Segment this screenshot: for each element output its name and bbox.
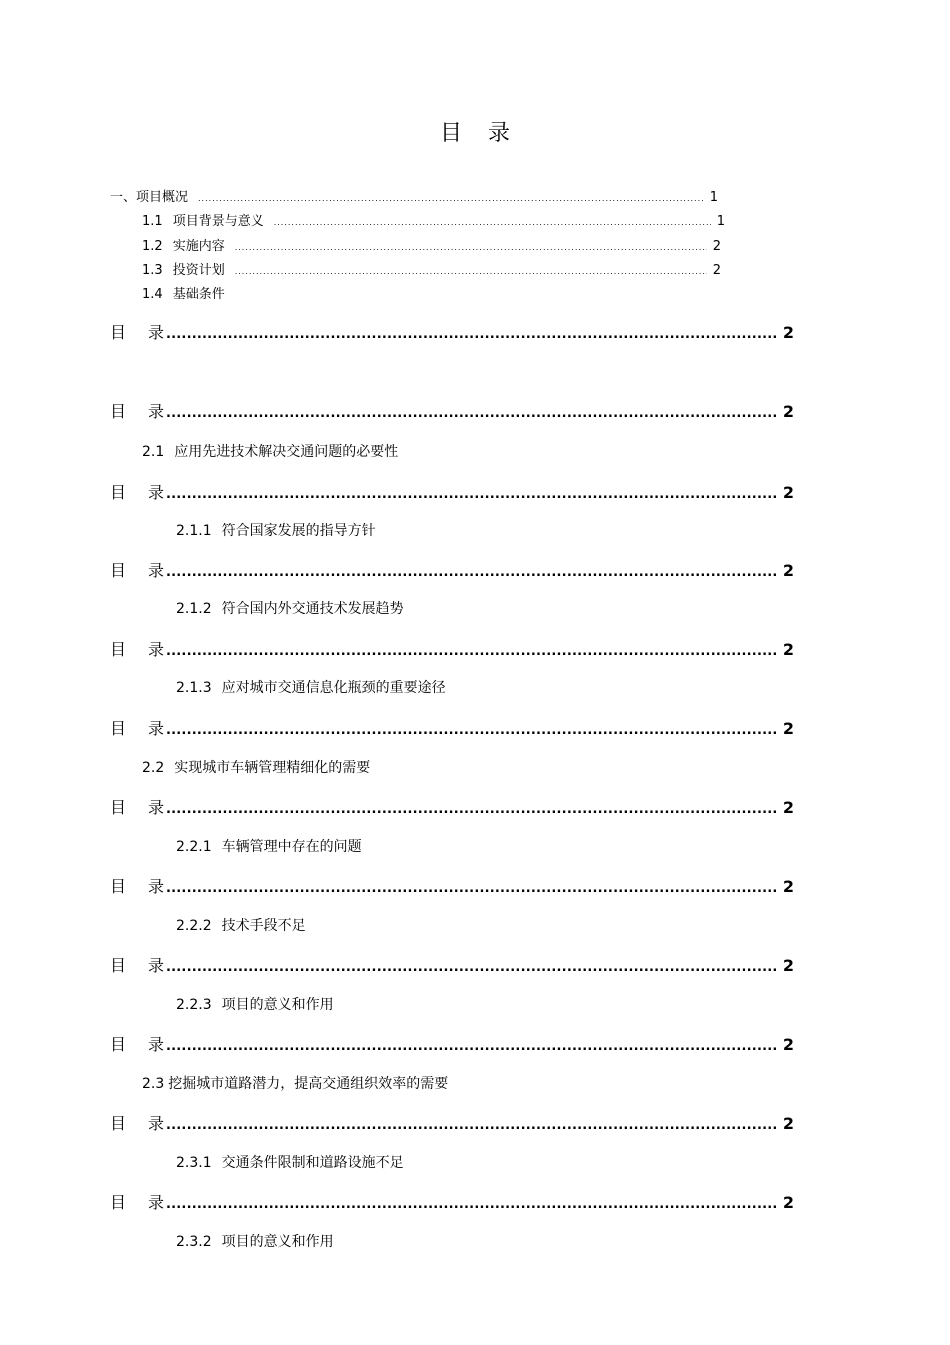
toc-entry-mulu[interactable]: [110, 637, 794, 660]
toc-entry-mulu[interactable]: [110, 716, 794, 739]
section-title: 挖掘城市道路潜力，提高交通组织效率的需要: [168, 1076, 449, 1092]
mulu-char-2: 录: [148, 798, 165, 817]
toc-entry-mulu[interactable]: [110, 399, 794, 422]
toc-page-number: 2: [782, 798, 794, 817]
dot-leader: [166, 406, 777, 421]
section-heading-2-3-1[interactable]: [176, 1152, 404, 1172]
toc-entry-mulu[interactable]: [110, 320, 794, 343]
toc-page-number: 2: [712, 239, 721, 254]
section-number: 2.2.3: [176, 997, 212, 1013]
section-number: 2.2.1: [176, 839, 212, 855]
title-char-2: 录: [488, 121, 511, 146]
toc-page-number: 1: [716, 214, 725, 229]
toc-entry-text: 一、项目概况: [110, 190, 189, 205]
toc-page-number: 2: [782, 640, 794, 659]
mulu-char-2: 录: [148, 1193, 165, 1212]
section-number: 2.3.1: [176, 1155, 212, 1171]
mulu-char-1: 目: [110, 1035, 127, 1054]
mulu-char-1: 目: [110, 877, 127, 896]
toc-entry-mulu[interactable]: [110, 480, 794, 503]
toc-entry-mulu[interactable]: [110, 1190, 794, 1213]
section-number: 1.4: [142, 287, 163, 302]
toc-entry-chapter-1[interactable]: [110, 186, 718, 205]
section-heading-2-2-1[interactable]: [176, 836, 362, 856]
mulu-char-1: 目: [110, 719, 127, 738]
dot-leader: [198, 194, 704, 203]
dot-leader: [166, 565, 777, 580]
toc-page-number: 2: [782, 561, 794, 580]
mulu-char-2: 录: [148, 1035, 165, 1054]
mulu-char-2: 录: [148, 956, 165, 975]
dot-leader: [166, 327, 777, 342]
section-title: 项目的意义和作用: [221, 997, 334, 1013]
mulu-char-2: 录: [148, 719, 165, 738]
mulu-char-1: 目: [110, 640, 127, 659]
toc-entry-mulu[interactable]: [110, 953, 794, 976]
section-title: 应用先进技术解决交通问题的必要性: [174, 444, 399, 460]
toc-page-number: 2: [782, 1193, 794, 1212]
dot-leader: [166, 881, 777, 896]
section-number: 2.1: [142, 444, 165, 460]
toc-page-number: 2: [782, 877, 794, 896]
section-title: 应对城市交通信息化瓶颈的重要途径: [221, 680, 446, 696]
section-number: 1.3: [142, 263, 163, 278]
dot-leader: [166, 960, 777, 975]
mulu-char-1: 目: [110, 956, 127, 975]
section-title: 交通条件限制和道路设施不足: [221, 1155, 404, 1171]
toc-page-number: 2: [782, 402, 794, 421]
section-title: 技术手段不足: [221, 918, 306, 934]
toc-page-number: 2: [782, 719, 794, 738]
toc-entry-text: 基础条件: [172, 287, 225, 302]
mulu-char-2: 录: [148, 561, 165, 580]
toc-page-number: 1: [709, 190, 718, 205]
toc-entry-1-1[interactable]: [142, 210, 725, 229]
section-number: 2.3: [142, 1076, 165, 1092]
mulu-char-2: 录: [148, 483, 165, 502]
mulu-char-1: 目: [110, 561, 127, 580]
toc-page-number: 2: [712, 263, 721, 278]
toc-entry-text: 实施内容: [172, 239, 225, 254]
mulu-char-2: 录: [148, 640, 165, 659]
dot-leader: [166, 487, 777, 502]
mulu-char-1: 目: [110, 402, 127, 421]
toc-entry-mulu[interactable]: [110, 795, 794, 818]
section-heading-2-1-3[interactable]: [176, 677, 446, 697]
mulu-char-2: 录: [148, 323, 165, 342]
toc-entry-mulu[interactable]: [110, 1111, 794, 1134]
dot-leader: [166, 644, 777, 659]
mulu-char-2: 录: [148, 402, 165, 421]
toc-entry-1-4[interactable]: [142, 283, 225, 302]
toc-entry-text: 项目背景与意义: [172, 214, 264, 229]
section-number: 2.1.2: [176, 601, 212, 617]
section-number: 1.2: [142, 239, 163, 254]
section-title: 符合国家发展的指导方针: [221, 523, 376, 539]
dot-leader: [166, 723, 777, 738]
dot-leader: [235, 243, 707, 252]
mulu-char-1: 目: [110, 1114, 127, 1133]
section-heading-2-2[interactable]: [142, 757, 370, 777]
dot-leader: [235, 267, 707, 276]
section-heading-2-2-2[interactable]: [176, 915, 306, 935]
dot-leader: [166, 1118, 777, 1133]
mulu-char-1: 目: [110, 1193, 127, 1212]
toc-entry-mulu[interactable]: [110, 558, 794, 581]
page-title: [0, 116, 950, 147]
section-number: 2.2: [142, 760, 165, 776]
mulu-char-1: 目: [110, 483, 127, 502]
toc-entry-mulu[interactable]: [110, 874, 794, 897]
section-heading-2-1[interactable]: [142, 441, 398, 461]
mulu-char-1: 目: [110, 323, 127, 342]
title-char-1: 目: [439, 121, 462, 146]
toc-entry-1-3[interactable]: [142, 259, 721, 278]
section-title: 车辆管理中存在的问题: [221, 839, 362, 855]
toc-page-number: 2: [782, 1114, 794, 1133]
section-title: 符合国内外交通技术发展趋势: [221, 601, 404, 617]
mulu-char-1: 目: [110, 798, 127, 817]
section-number: 2.3.2: [176, 1234, 212, 1250]
mulu-char-2: 录: [148, 877, 165, 896]
section-title: 实现城市车辆管理精细化的需要: [174, 760, 371, 776]
toc-entry-mulu[interactable]: [110, 1032, 794, 1055]
section-number: 2.1.1: [176, 523, 212, 539]
section-number: 2.1.3: [176, 680, 212, 696]
toc-page-number: 2: [782, 1035, 794, 1054]
mulu-char-2: 录: [148, 1114, 165, 1133]
section-heading-2-1-1[interactable]: [176, 520, 376, 540]
dot-leader: [166, 802, 777, 817]
section-number: 1.1: [142, 214, 163, 229]
section-heading-2-3-2[interactable]: [176, 1231, 334, 1251]
toc-page-number: 2: [782, 483, 794, 502]
section-heading-2-2-3[interactable]: [176, 994, 334, 1014]
dot-leader: [274, 218, 711, 227]
section-number: 2.2.2: [176, 918, 212, 934]
section-heading-2-1-2[interactable]: [176, 598, 404, 618]
toc-page-number: 2: [782, 956, 794, 975]
dot-leader: [166, 1039, 777, 1054]
toc-entry-1-2[interactable]: [142, 235, 721, 254]
toc-page-number: 2: [782, 323, 794, 342]
dot-leader: [166, 1197, 777, 1212]
section-title: 项目的意义和作用: [221, 1234, 334, 1250]
section-heading-2-3[interactable]: [142, 1073, 448, 1093]
toc-entry-text: 投资计划: [172, 263, 225, 278]
